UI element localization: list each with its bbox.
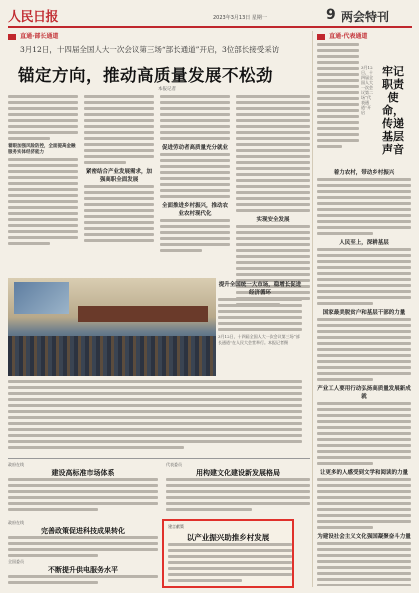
audience [8,336,216,376]
main-kicker [8,31,310,40]
bottom-item-2-text [166,478,310,516]
main-headline: 锚定方向，推动高质量发展不松劲 [18,66,273,85]
bottom-item-1-kicker: 政府在线 [8,462,24,467]
newspaper-logo: 人民日报 [8,10,59,25]
bottom-item-2 [166,462,310,518]
bottom-item-5-text [8,575,158,587]
press-conference-photo [8,278,216,376]
right-text-body [317,166,411,586]
highlight-text [168,543,292,585]
main-subhead: 3月12日，十四届全国人大一次会议第三场“部长通道”开启，3位部长接受采访 [20,45,280,54]
main-subhead-5: 实现安全发展 [256,217,290,223]
main-subhead-3: 促进劳动者高质量充分就业 [161,145,228,151]
right-subhead: 3月12日，十四届全国人大一次会议第二场“代表通道”开启 [361,65,373,115]
main-lower-text [8,380,302,454]
highlight-kicker: 建言献策 [168,524,184,529]
kicker-square-icon [8,34,16,40]
main-text-col-3 [160,95,230,275]
section-divider [8,458,310,459]
main-subhead-2: 紧密结合产业发展需求，加强高职全面发展 [85,169,152,183]
right-section-4: 产业工人要用行动弘扬高质量发展新成就 [317,386,411,400]
right-kicker [317,31,367,40]
right-headline: 牢记职责使命，传递基层声音 [382,65,404,156]
highlighted-article[interactable] [162,519,294,588]
stage-screen [14,282,69,314]
right-kicker-text: 直通·代表通道 [329,33,368,40]
main-byline: 本报记者 [158,87,176,92]
main-subhead-4: 全面推进乡村振兴，推动农业农村现代化 [161,203,228,217]
bottom-item-1-text [8,478,158,516]
main-subhead-1: 着眼加强风险防控，全面提高金融服务实体经济能力 [8,144,76,155]
issue-date: 2023年3月13日 星期一 [213,15,267,21]
bottom-item-1 [8,462,158,518]
bottom-item-3-headline: 完善政策促进科技成果转化 [41,526,125,535]
right-section-1: 着力农村，带动乡村振兴 [333,170,395,176]
right-section-5: 让更多的人感受到文学和阅读的力量 [319,470,408,476]
stage-table [78,306,208,322]
right-column [312,31,412,587]
right-text-top [317,43,359,163]
bottom-item-5 [8,559,158,587]
main-text-col-2 [84,95,154,275]
photo-caption: 3月12日，十四届全国人大一次会议第三场“部长通道”在人民大会堂举行。本报记者摄 [218,334,300,345]
section-name: 两会特刊 [341,10,390,24]
main-text-col-1 [8,95,78,275]
page-number: 9 [326,7,336,23]
main-subhead-6: 提升全国统一大市场，稳增长促进经济循环 [218,282,302,296]
bottom-item-5-headline: 不断提升供电服务水平 [48,565,118,574]
right-section-3: 国家最美脱贫户和基层干部的力量 [322,310,406,316]
highlight-headline: 以产业振兴助推乡村发展 [186,533,270,542]
bottom-item-3-text [8,536,158,560]
main-kicker-text: 直通·部长通道 [20,33,59,40]
photo-side-text [218,278,302,332]
bottom-item-2-headline: 用构建文化建设新发展格局 [196,468,280,477]
masthead [8,6,412,28]
bottom-item-3 [8,520,158,560]
bottom-item-3-kicker: 政府在线 [8,520,24,525]
bottom-item-1-headline: 建设高标准市场体系 [51,468,115,477]
kicker-square-icon [317,34,325,40]
right-section-6: 为建设社会主义文化强国凝聚奋斗力量 [317,534,411,540]
right-section-2: 人民至上，深耕基层 [339,240,389,246]
bottom-item-2-kicker: 代表委员 [166,462,182,467]
bottom-item-5-kicker: 全国委员 [8,559,24,564]
